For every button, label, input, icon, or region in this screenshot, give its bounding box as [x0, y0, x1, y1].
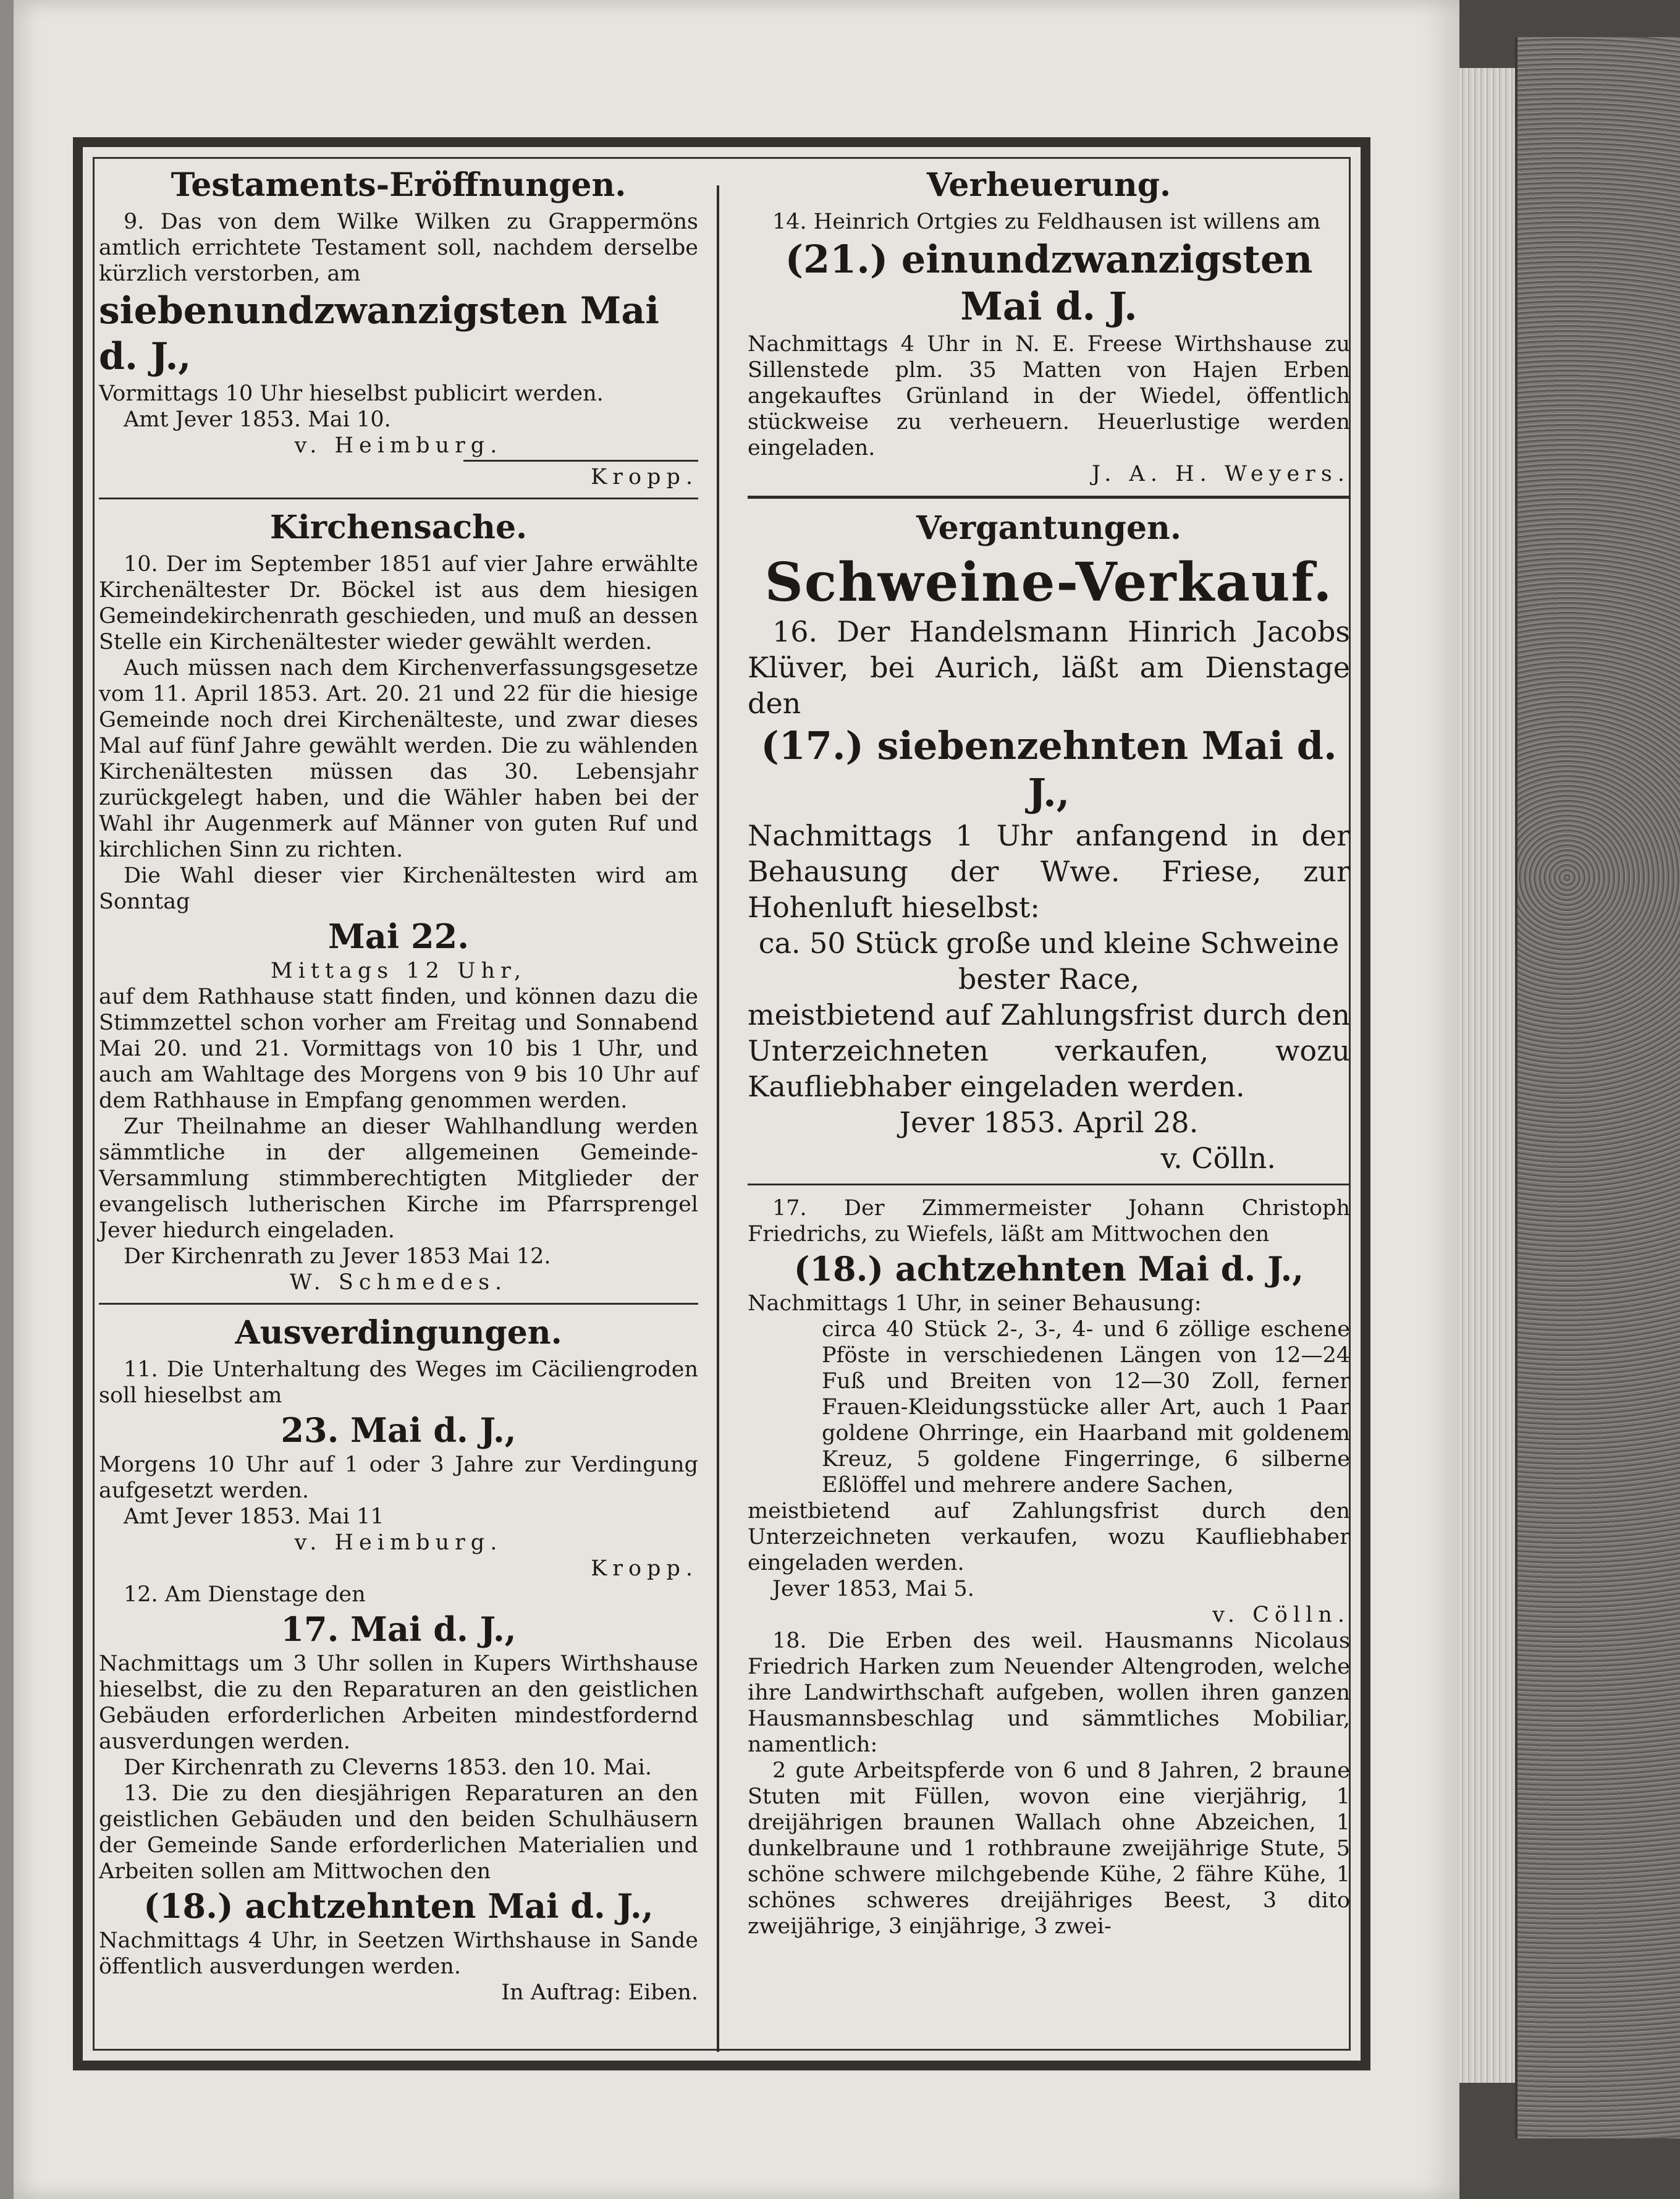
notice-date: (21.) einundzwanzigsten Mai d. J.	[785, 237, 1313, 329]
facing-page-edge	[0, 0, 14, 2199]
notice-time: Mittags 12 Uhr,	[270, 959, 527, 983]
left-column	[99, 167, 698, 2006]
section-testaments	[99, 167, 698, 490]
section-verheuerung	[748, 167, 1350, 487]
section-title: Kirchensache.	[269, 509, 528, 546]
notice-date: siebenundzwanzigsten Mai d. J.,	[99, 289, 660, 378]
signature: W. Schmedes.	[289, 1270, 508, 1295]
signature-rule	[463, 460, 698, 462]
section-ausverdingungen	[99, 1315, 698, 2006]
section-title: Testaments-Eröffnungen.	[171, 166, 627, 204]
notice-place: Amt Jever 1853. Mai 11	[124, 1504, 384, 1529]
notice-text: Auch müssen nach dem Kirchenverfassungsgesetze vom 11. April 1853. Art. 20. 21 und 22 für die hiesige Gemeinde noch drei Kirchenälteste, und zwar dieses Mal auf fünf Jahre gewählt werden. Die zu wählenden Kirchenältesten müssen das 30. Lebensjahr zurückgelegt haben, und die Wähler haben bei der Wahl ihr Augenmerk auf Männer von guten Ruf und kirchlichen Sinn zu richten.	[99, 656, 698, 862]
notice-text: Morgens 10 Uhr auf 1 oder 3 Jahre zur Verdingung aufgesetzt werden.	[99, 1452, 698, 1503]
signature: v. Heimburg.	[294, 1530, 503, 1555]
notice-text: circa 40 Stück 2-, 3-, 4- und 6 zöllige eschene Pföste in verschiedenen Längen von 12—24 Fuß und Breiten von 12—30 Zoll, ferner Frauen-Kleidungsstücke aller Art, auch 1 Paar goldene Ohrringe, ein Haarband mit goldenem Kreuz, 5 goldene Fingerringe, 6 silberne Eßlöffel und mehrere andere Sachen,	[822, 1317, 1350, 1498]
section-rule	[99, 1303, 698, 1305]
notice-text: Die Wahl dieser vier Kirchenältesten wird am Sonntag	[99, 863, 698, 914]
notice-date: (18.) achtzehnten Mai d. J.,	[793, 1249, 1304, 1289]
notice-text: Nachmittags 4 Uhr in N. E. Freese Wirthshause zu Sillenstede plm. 35 Matten von Hajen Erben angekauftes Grünland in der Wiedel, öffentlich stückweise zu verheuern. Heuerlustige werden eingeladen.	[748, 332, 1350, 460]
section-auction-notices	[748, 1195, 1350, 1939]
column-divider	[717, 185, 719, 2052]
right-column	[748, 167, 1350, 1939]
notice-text: auf dem Rathhause statt finden, und können dazu die Stimmzettel schon vorher am Freitag und Sonnabend Mai 20. und 21. Vormittags von 10 bis 1 Uhr, und auch am Wahltage des Morgens von 9 bis 10 Uhr auf dem Rathhause in Empfang genommen werden.	[99, 985, 698, 1113]
section-title: Ausverdingungen.	[235, 1314, 562, 1352]
ad-text: meistbietend auf Zahlungsfrist durch den Unterzeichneten verkaufen, wozu Kaufliebhaber eingeladen werden.	[748, 998, 1350, 1103]
notice-text: 10. Der im September 1851 auf vier Jahre erwählte Kirchenältester Dr. Böckel ist aus dem hiesigen Gemeindekirchenrath geschieden, und muß an dessen Stelle ein Kirchenältester wieder gewählt werden.	[99, 552, 698, 655]
notice-text: 18. Die Erben des weil. Hausmanns Nicolaus Friedrich Harken zum Neuender Altengroden, welche ihre Landwirthschaft aufgeben, wollen ihren ganzen Hausmannsbeschlag und sämmtliches Mobiliar, namentlich:	[748, 1629, 1350, 1757]
ad-text: Nachmittags 1 Uhr anfangend in der Behausung der Wwe. Friese, zur Hohenluft hieselbst:	[748, 819, 1350, 924]
signature: v. Cölln.	[1160, 1142, 1276, 1175]
notice-place: Jever 1853, Mai 5.	[772, 1577, 974, 1601]
notice-text: 11. Die Unterhaltung des Weges im Cäciliengroden soll hieselbst am	[99, 1357, 698, 1408]
section-kirchensache	[99, 509, 698, 1295]
notice-place: Amt Jever 1853. Mai 10.	[124, 407, 391, 432]
signature: Kropp.	[591, 1556, 698, 1581]
signature: Kropp.	[591, 465, 698, 489]
notice-date: (18.) achtzehnten Mai d. J.,	[143, 1886, 654, 1926]
section-rule	[99, 498, 698, 499]
page-stack-edges	[1459, 68, 1515, 2083]
section-title: Verheuerung.	[926, 166, 1171, 204]
notice-text: Nachmittags 1 Uhr, in seiner Behausung:	[748, 1291, 1202, 1316]
ad-headline: Schweine-Verkauf.	[764, 551, 1333, 614]
notice-date: 17. Mai d. J.,	[281, 1609, 517, 1649]
signature: J. A. H. Weyers.	[1091, 462, 1350, 486]
ad-text: 16. Der Handelsmann Hinrich Jacobs Klüver, bei Aurich, läßt am Dienstage den	[748, 615, 1350, 720]
notice-text: 12. Am Dienstage den	[124, 1582, 366, 1607]
section-rule	[748, 1184, 1350, 1185]
notice-text: 2 gute Arbeitspferde von 6 und 8 Jahren, 2 braune Stuten mit Füllen, wovon eine vierjährig, 1 dreijährigen braunen Wallach ohne Abzeichen, 1 dunkelbraune und 1 rothbraune zweijährige Stute, 5 schöne schwere milchgebende Kühe, 2 fähre Kühe, 1 schönes schweres dreijähriges Beest, 3 dito zweijährige, 3 einjährige, 3 zwei-	[748, 1758, 1350, 1939]
notice-text: Nachmittags 4 Uhr, in Seetzen Wirthshause in Sande öffentlich ausverdungen werden.	[99, 1928, 698, 1979]
section-vergantungen	[748, 510, 1350, 1176]
notice-place: Der Kirchenrath zu Cleverns 1853. den 10. Mai.	[124, 1755, 652, 1780]
signature: In Auftrag: Eiben.	[501, 1980, 698, 2005]
signature: v. Cölln.	[1212, 1603, 1350, 1627]
notice-text: Zur Theilnahme an dieser Wahlhandlung werden sämmtliche in der allgemeinen Gemeinde-Versammlung stimmberechtigten Mitglieder der evangelisch lutherischen Kirche im Pfarrsprengel Jever hiedurch eingeladen.	[99, 1114, 698, 1243]
notice-text: meistbietend auf Zahlungsfrist durch den Unterzeichneten verkaufen, wozu Kaufliebhaber eingeladen werden.	[748, 1499, 1350, 1575]
notice-place: Jever 1853. April 28.	[899, 1106, 1199, 1139]
ad-text: ca. 50 Stück große und kleine Schweine bester Race,	[758, 926, 1340, 996]
notice-place: Der Kirchenrath zu Jever 1853 Mai 12.	[124, 1244, 551, 1269]
notice-date: 23. Mai d. J.,	[281, 1410, 517, 1450]
signature: v. Heimburg.	[294, 433, 503, 458]
notice-date: Mai 22.	[327, 917, 470, 956]
notice-text: 13. Die zu den diesjährigen Reparaturen an den geistlichen Gebäuden und den beiden Schulhäusern der Gemeinde Sande erforderlichen Materialien und Arbeiten sollen am Mittwochen den	[99, 1781, 698, 1884]
notice-text: 14. Heinrich Ortgies zu Feldhausen ist willens am	[772, 210, 1321, 234]
notice-text: 9. Das von dem Wilke Wilken zu Grappermöns amtlich errichtete Testament soll, nachdem derselbe kürzlich verstorben, am	[99, 210, 698, 286]
notice-date: (17.) siebenzehnten Mai d. J.,	[761, 723, 1337, 815]
book-cover	[1515, 37, 1680, 2138]
section-rule	[748, 496, 1350, 499]
notice-text: 17. Der Zimmermeister Johann Christoph Friedrichs, zu Wiefels, läßt am Mittwochen den	[748, 1196, 1350, 1247]
section-title: Vergantungen.	[916, 509, 1181, 547]
notice-text: Vormittags 10 Uhr hieselbst publicirt werden.	[99, 381, 604, 406]
notice-text: Nachmittags um 3 Uhr sollen in Kupers Wirthshause hieselbst, die zu den Reparaturen an den geistlichen Gebäuden erforderlichen Arbeiten mindestfordernd ausverdungen werden.	[99, 1651, 698, 1754]
